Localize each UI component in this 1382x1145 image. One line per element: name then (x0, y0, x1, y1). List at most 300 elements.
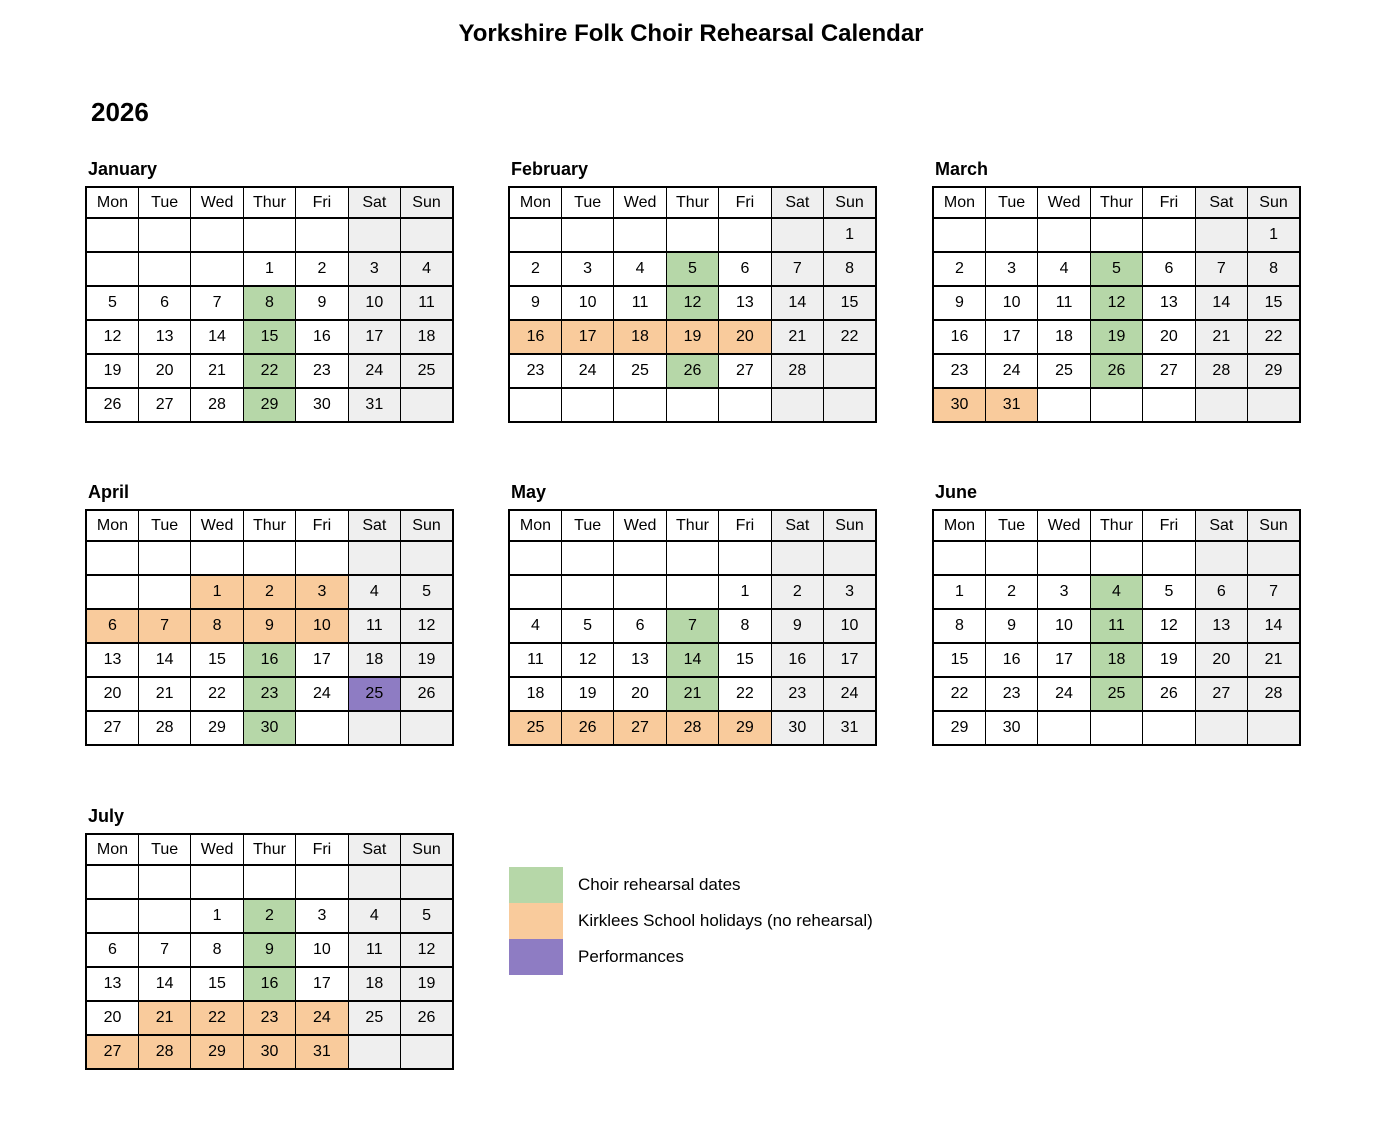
day-cell: 26 (401, 1001, 453, 1035)
day-cell: 31 (985, 388, 1037, 422)
empty-cell (348, 218, 400, 252)
empty-cell (614, 388, 666, 422)
empty-cell (614, 218, 666, 252)
empty-cell (771, 541, 823, 575)
day-header-sat: Sat (771, 187, 823, 218)
day-header-wed: Wed (191, 187, 243, 218)
month-title: April (88, 482, 130, 502)
empty-cell (86, 865, 138, 899)
empty-cell (296, 541, 348, 575)
day-cell: 23 (243, 677, 295, 711)
day-cell: 9 (243, 933, 295, 967)
empty-cell (1090, 218, 1142, 252)
day-cell: 20 (138, 354, 190, 388)
day-cell: 3 (561, 252, 613, 286)
day-header-fri: Fri (296, 834, 348, 865)
day-cell: 17 (296, 643, 348, 677)
empty-cell (348, 865, 400, 899)
day-cell: 4 (1090, 575, 1142, 609)
day-cell: 15 (824, 286, 876, 320)
empty-cell (509, 388, 561, 422)
month-grid-july (85, 833, 454, 1070)
legend-label-holiday: Kirklees School holidays (no rehearsal) (578, 911, 873, 930)
day-cell: 10 (1038, 609, 1090, 643)
day-header-tue: Tue (561, 510, 613, 541)
empty-cell (771, 218, 823, 252)
day-cell: 23 (243, 1001, 295, 1035)
day-cell: 23 (509, 354, 561, 388)
month-february (508, 160, 880, 423)
day-cell: 3 (985, 252, 1037, 286)
empty-cell (401, 388, 453, 422)
day-cell: 17 (1038, 643, 1090, 677)
empty-cell (561, 541, 613, 575)
empty-cell (771, 388, 823, 422)
day-header-wed: Wed (614, 187, 666, 218)
day-cell: 20 (614, 677, 666, 711)
empty-cell (348, 711, 400, 745)
legend-label-rehearsal: Choir rehearsal dates (578, 875, 741, 894)
month-may (508, 483, 880, 746)
empty-cell (243, 865, 295, 899)
empty-cell (1195, 711, 1247, 745)
day-cell: 3 (348, 252, 400, 286)
day-cell: 16 (243, 643, 295, 677)
empty-cell (348, 541, 400, 575)
day-cell: 9 (933, 286, 985, 320)
day-cell: 12 (561, 643, 613, 677)
day-cell: 21 (1195, 320, 1247, 354)
day-cell: 25 (348, 677, 400, 711)
day-cell: 13 (719, 286, 771, 320)
day-cell: 30 (243, 711, 295, 745)
day-cell: 18 (401, 320, 453, 354)
day-cell: 2 (243, 899, 295, 933)
day-cell: 25 (1090, 677, 1142, 711)
day-cell: 6 (614, 609, 666, 643)
empty-cell (666, 541, 718, 575)
day-cell: 27 (86, 711, 138, 745)
empty-cell (191, 865, 243, 899)
day-header-mon: Mon (86, 510, 138, 541)
day-cell: 5 (401, 575, 453, 609)
day-cell: 13 (86, 967, 138, 1001)
day-cell: 29 (719, 711, 771, 745)
empty-cell (138, 252, 190, 286)
empty-cell (824, 388, 876, 422)
day-header-sun: Sun (824, 510, 876, 541)
day-cell: 3 (296, 575, 348, 609)
day-cell: 7 (771, 252, 823, 286)
day-cell: 23 (296, 354, 348, 388)
page-title: Yorkshire Folk Choir Rehearsal Calendar (458, 20, 924, 47)
empty-cell (824, 541, 876, 575)
empty-cell (243, 541, 295, 575)
day-cell: 2 (509, 252, 561, 286)
day-cell: 18 (509, 677, 561, 711)
day-cell: 26 (561, 711, 613, 745)
day-cell: 25 (509, 711, 561, 745)
empty-cell (1038, 388, 1090, 422)
month-grid-may (508, 509, 877, 746)
day-cell: 16 (771, 643, 823, 677)
day-cell: 13 (1195, 609, 1247, 643)
day-cell: 6 (86, 933, 138, 967)
day-cell: 24 (348, 354, 400, 388)
empty-cell (1143, 388, 1195, 422)
empty-cell (933, 218, 985, 252)
day-cell: 28 (771, 354, 823, 388)
empty-cell (86, 541, 138, 575)
day-header-thur: Thur (243, 834, 295, 865)
day-cell: 21 (191, 354, 243, 388)
day-cell: 8 (243, 286, 295, 320)
day-cell: 11 (1090, 609, 1142, 643)
empty-cell (1195, 218, 1247, 252)
day-cell: 1 (933, 575, 985, 609)
day-cell: 24 (985, 354, 1037, 388)
year-label: 2026 (91, 97, 149, 127)
day-header-mon: Mon (86, 834, 138, 865)
day-header-sun: Sun (1248, 187, 1300, 218)
day-cell: 31 (824, 711, 876, 745)
day-cell: 8 (719, 609, 771, 643)
day-cell: 22 (933, 677, 985, 711)
empty-cell (614, 575, 666, 609)
day-cell: 25 (614, 354, 666, 388)
empty-cell (561, 218, 613, 252)
empty-cell (191, 218, 243, 252)
empty-cell (1090, 541, 1142, 575)
empty-cell (86, 899, 138, 933)
empty-cell (1248, 388, 1300, 422)
day-cell: 25 (1038, 354, 1090, 388)
day-cell: 15 (719, 643, 771, 677)
day-cell: 18 (1038, 320, 1090, 354)
day-header-fri: Fri (1143, 187, 1195, 218)
month-grid-april (85, 509, 454, 746)
day-header-fri: Fri (719, 510, 771, 541)
day-cell: 19 (401, 643, 453, 677)
empty-cell (824, 354, 876, 388)
day-cell: 27 (719, 354, 771, 388)
day-cell: 2 (296, 252, 348, 286)
day-header-mon: Mon (509, 187, 561, 218)
day-cell: 26 (1143, 677, 1195, 711)
day-cell: 14 (1195, 286, 1247, 320)
day-header-thur: Thur (243, 510, 295, 541)
empty-cell (86, 252, 138, 286)
day-cell: 22 (243, 354, 295, 388)
day-cell: 28 (138, 711, 190, 745)
empty-cell (138, 865, 190, 899)
day-cell: 7 (1195, 252, 1247, 286)
day-cell: 19 (1090, 320, 1142, 354)
day-cell: 29 (191, 1035, 243, 1069)
day-cell: 7 (191, 286, 243, 320)
month-grid-january (85, 186, 454, 423)
day-cell: 17 (824, 643, 876, 677)
empty-cell (509, 575, 561, 609)
day-cell: 10 (824, 609, 876, 643)
empty-cell (1143, 541, 1195, 575)
empty-cell (985, 541, 1037, 575)
month-title: July (88, 806, 125, 826)
legend-item-holiday (509, 903, 873, 939)
month-june (932, 483, 1304, 746)
day-cell: 11 (1038, 286, 1090, 320)
day-cell: 18 (348, 967, 400, 1001)
day-cell: 25 (348, 1001, 400, 1035)
day-cell: 5 (1090, 252, 1142, 286)
day-header-sat: Sat (771, 510, 823, 541)
day-cell: 23 (771, 677, 823, 711)
day-cell: 24 (1038, 677, 1090, 711)
empty-cell (401, 865, 453, 899)
day-cell: 1 (191, 899, 243, 933)
legend-item-performance (509, 939, 873, 975)
day-header-wed: Wed (191, 834, 243, 865)
day-cell: 7 (138, 609, 190, 643)
day-cell: 4 (348, 899, 400, 933)
day-cell: 9 (771, 609, 823, 643)
legend-item-rehearsal (509, 867, 873, 903)
day-cell: 28 (1195, 354, 1247, 388)
day-cell: 26 (666, 354, 718, 388)
day-header-fri: Fri (296, 187, 348, 218)
empty-cell (86, 575, 138, 609)
day-cell: 16 (509, 320, 561, 354)
day-cell: 19 (401, 967, 453, 1001)
day-cell: 7 (1248, 575, 1300, 609)
day-cell: 5 (401, 899, 453, 933)
day-cell: 12 (1090, 286, 1142, 320)
day-cell: 1 (1248, 218, 1300, 252)
empty-cell (509, 218, 561, 252)
day-cell: 28 (666, 711, 718, 745)
day-cell: 15 (243, 320, 295, 354)
month-title: February (511, 159, 589, 179)
day-cell: 27 (614, 711, 666, 745)
day-cell: 21 (138, 1001, 190, 1035)
empty-cell (1143, 218, 1195, 252)
day-header-mon: Mon (86, 187, 138, 218)
day-cell: 23 (985, 677, 1037, 711)
day-cell: 16 (985, 643, 1037, 677)
day-cell: 14 (191, 320, 243, 354)
day-cell: 5 (1143, 575, 1195, 609)
empty-cell (719, 541, 771, 575)
day-cell: 8 (933, 609, 985, 643)
empty-cell (1090, 711, 1142, 745)
day-header-sun: Sun (401, 834, 453, 865)
day-header-mon: Mon (933, 187, 985, 218)
day-header-sat: Sat (1195, 187, 1247, 218)
day-cell: 27 (86, 1035, 138, 1069)
day-cell: 7 (138, 933, 190, 967)
day-cell: 26 (401, 677, 453, 711)
day-cell: 31 (348, 388, 400, 422)
day-cell: 18 (1090, 643, 1142, 677)
day-cell: 29 (191, 711, 243, 745)
day-cell: 22 (1248, 320, 1300, 354)
day-cell: 10 (296, 933, 348, 967)
day-cell: 17 (985, 320, 1037, 354)
day-header-sat: Sat (348, 510, 400, 541)
day-cell: 4 (348, 575, 400, 609)
rehearsal-color-swatch (509, 867, 563, 903)
day-cell: 11 (401, 286, 453, 320)
day-cell: 10 (985, 286, 1037, 320)
empty-cell (401, 218, 453, 252)
empty-cell (1143, 711, 1195, 745)
day-cell: 20 (86, 677, 138, 711)
day-cell: 12 (401, 609, 453, 643)
empty-cell (401, 1035, 453, 1069)
month-title: May (511, 482, 547, 502)
day-cell: 25 (401, 354, 453, 388)
day-cell: 14 (771, 286, 823, 320)
empty-cell (561, 388, 613, 422)
day-header-tue: Tue (138, 510, 190, 541)
day-cell: 11 (348, 609, 400, 643)
day-cell: 5 (561, 609, 613, 643)
day-cell: 4 (401, 252, 453, 286)
day-cell: 29 (1248, 354, 1300, 388)
day-cell: 12 (86, 320, 138, 354)
day-cell: 30 (933, 388, 985, 422)
day-cell: 12 (1143, 609, 1195, 643)
day-cell: 30 (243, 1035, 295, 1069)
day-cell: 13 (1143, 286, 1195, 320)
day-cell: 28 (191, 388, 243, 422)
empty-cell (401, 711, 453, 745)
empty-cell (933, 541, 985, 575)
day-header-fri: Fri (296, 510, 348, 541)
holiday-color-swatch (509, 903, 563, 939)
day-cell: 26 (1090, 354, 1142, 388)
day-cell: 6 (86, 609, 138, 643)
month-march (932, 160, 1304, 423)
empty-cell (1038, 711, 1090, 745)
empty-cell (191, 252, 243, 286)
day-cell: 1 (824, 218, 876, 252)
day-cell: 20 (86, 1001, 138, 1035)
day-header-wed: Wed (191, 510, 243, 541)
day-cell: 20 (719, 320, 771, 354)
month-title: January (88, 159, 158, 179)
day-cell: 2 (985, 575, 1037, 609)
day-cell: 6 (1143, 252, 1195, 286)
empty-cell (86, 218, 138, 252)
empty-cell (1038, 541, 1090, 575)
day-cell: 15 (933, 643, 985, 677)
empty-cell (719, 218, 771, 252)
empty-cell (138, 575, 190, 609)
day-cell: 1 (719, 575, 771, 609)
empty-cell (1248, 541, 1300, 575)
empty-cell (243, 218, 295, 252)
month-grid-february (508, 186, 877, 423)
day-cell: 22 (719, 677, 771, 711)
day-cell: 20 (1195, 643, 1247, 677)
day-cell: 8 (191, 933, 243, 967)
day-header-sun: Sun (1248, 510, 1300, 541)
day-cell: 15 (191, 967, 243, 1001)
day-cell: 24 (296, 677, 348, 711)
day-cell: 5 (666, 252, 718, 286)
day-cell: 18 (348, 643, 400, 677)
empty-cell (296, 218, 348, 252)
empty-cell (985, 218, 1037, 252)
day-header-wed: Wed (1038, 187, 1090, 218)
day-cell: 9 (243, 609, 295, 643)
empty-cell (1090, 388, 1142, 422)
day-header-thur: Thur (666, 187, 718, 218)
month-april (85, 483, 457, 746)
day-cell: 8 (191, 609, 243, 643)
day-header-sun: Sun (401, 510, 453, 541)
day-cell: 6 (138, 286, 190, 320)
day-header-wed: Wed (614, 510, 666, 541)
day-cell: 30 (985, 711, 1037, 745)
month-january (85, 160, 457, 423)
day-cell: 14 (666, 643, 718, 677)
day-cell: 21 (138, 677, 190, 711)
day-cell: 21 (771, 320, 823, 354)
day-header-fri: Fri (1143, 510, 1195, 541)
day-cell: 24 (296, 1001, 348, 1035)
empty-cell (138, 899, 190, 933)
day-cell: 10 (561, 286, 613, 320)
empty-cell (138, 218, 190, 252)
empty-cell (509, 541, 561, 575)
day-cell: 18 (614, 320, 666, 354)
empty-cell (719, 388, 771, 422)
day-cell: 27 (138, 388, 190, 422)
empty-cell (561, 575, 613, 609)
day-header-fri: Fri (719, 187, 771, 218)
empty-cell (296, 865, 348, 899)
day-cell: 13 (614, 643, 666, 677)
day-cell: 29 (243, 388, 295, 422)
day-cell: 21 (1248, 643, 1300, 677)
day-header-thur: Thur (1090, 510, 1142, 541)
day-cell: 14 (138, 967, 190, 1001)
day-header-sun: Sun (824, 187, 876, 218)
day-cell: 10 (296, 609, 348, 643)
empty-cell (666, 388, 718, 422)
day-cell: 3 (296, 899, 348, 933)
day-cell: 17 (348, 320, 400, 354)
day-cell: 26 (86, 388, 138, 422)
day-cell: 27 (1195, 677, 1247, 711)
day-cell: 31 (296, 1035, 348, 1069)
month-july (85, 807, 457, 1070)
month-grid-march (932, 186, 1301, 423)
empty-cell (191, 541, 243, 575)
day-cell: 6 (719, 252, 771, 286)
day-cell: 16 (933, 320, 985, 354)
day-cell: 4 (509, 609, 561, 643)
empty-cell (296, 711, 348, 745)
day-cell: 24 (561, 354, 613, 388)
day-cell: 12 (666, 286, 718, 320)
empty-cell (614, 541, 666, 575)
day-cell: 9 (296, 286, 348, 320)
day-cell: 20 (1143, 320, 1195, 354)
day-cell: 17 (561, 320, 613, 354)
